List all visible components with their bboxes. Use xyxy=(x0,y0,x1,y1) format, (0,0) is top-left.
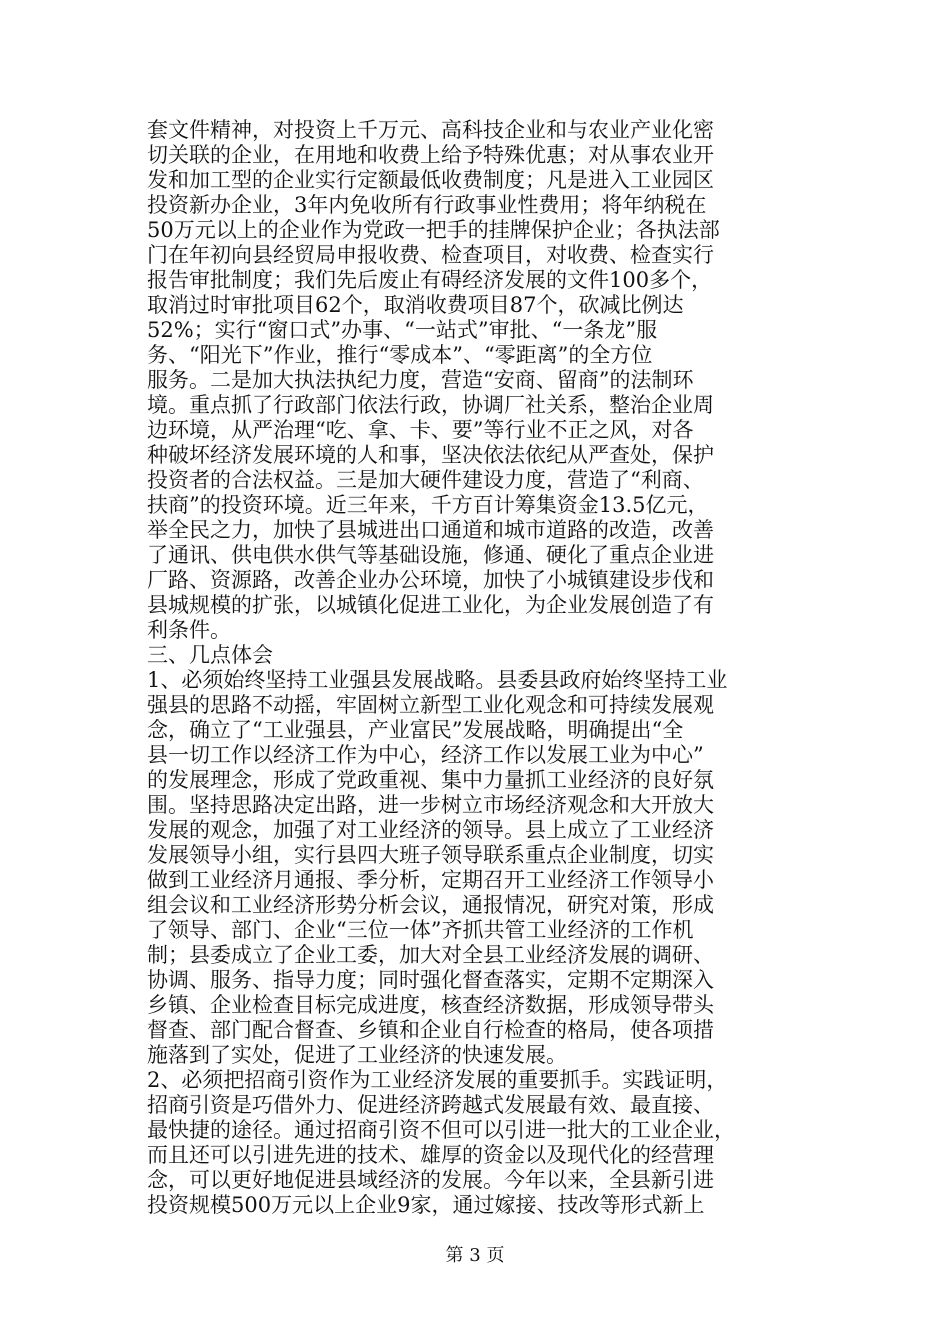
text-line: 投资新办企业，3年内免收所有行政事业性费用；将年纳税在 xyxy=(147,193,707,217)
text-line: 投资者的合法权益。三是加大硬件建设力度，营造了“利商、 xyxy=(147,468,704,492)
text-line: 发展的观念，加强了对工业经济的领导。县上成立了工业经济 xyxy=(147,818,714,842)
text-line: 县城规模的扩张，以城镇化促进工业化，为企业发展创造了有 xyxy=(147,593,714,617)
text-line: 厂路、资源路，改善企业办公环境，加快了小城镇建设步伐和 xyxy=(147,568,714,592)
text-line: 三、几点体会 xyxy=(147,643,273,667)
text-line: 围。坚持思路决定出路，进一步树立市场经济观念和大开放大 xyxy=(147,793,714,817)
text-line: 发展领导小组，实行县四大班子领导联系重点企业制度，切实 xyxy=(147,843,714,867)
text-line: 境。重点抓了行政部门依法行政，协调厂社关系，整治企业周 xyxy=(147,393,714,417)
text-line: 县一切工作以经济工作为中心，经济工作以发展工业为中心” xyxy=(147,743,704,767)
text-line: 招商引资是巧借外力、促进经济跨越式发展最有效、最直接、 xyxy=(147,1093,714,1117)
text-line: 乡镇、企业检查目标完成进度，核查经济数据，形成领导带头 xyxy=(147,993,714,1017)
text-line: 边环境，从严治理“吃、拿、卡、要”等行业不正之风，对各 xyxy=(147,418,694,442)
text-line: 报告审批制度；我们先后废止有碍经济发展的文件100多个， xyxy=(147,268,713,292)
page-number: 第 3 页 xyxy=(445,1245,505,1266)
document-body xyxy=(147,118,807,1218)
text-line: 念，确立了“工业强县，产业富民”发展战略，明确提出“全 xyxy=(147,718,684,742)
text-line: 套文件精神，对投资上千万元、高科技企业和与农业产业化密 xyxy=(147,118,714,142)
text-line: 了领导、部门、企业“三位一体”齐抓共管工业经济的工作机 xyxy=(147,918,694,942)
text-line: 督查、部门配合督查、乡镇和企业自行检查的格局，使各项措 xyxy=(147,1018,714,1042)
text-line: 举全民之力，加快了县城进出口通道和城市道路的改造，改善 xyxy=(147,518,714,542)
text-line: 门在年初向县经贸局申报收费、检查项目，对收费、检查实行 xyxy=(147,243,714,267)
text-line: 2、必须把招商引资作为工业经济发展的重要抓手。实践证明， xyxy=(147,1068,728,1092)
text-line: 的发展理念，形成了党政重视、集中力量抓工业经济的良好氛 xyxy=(147,768,714,792)
text-line: 而且还可以引进先进的技术、雄厚的资金以及现代化的经营理 xyxy=(147,1143,714,1167)
text-line: 种破坏经济发展环境的人和事，坚决依法依纪从严查处，保护 xyxy=(147,443,714,467)
text-line: 扶商”的投资环境。近三年来，千方百计筹集资金13.5亿元， xyxy=(147,493,709,517)
text-line: 发和加工型的企业实行定额最低收费制度；凡是进入工业园区 xyxy=(147,168,714,192)
text-line: 50万元以上的企业作为党政一把手的挂牌保护企业；各执法部 xyxy=(147,218,720,242)
text-line: 服务。二是加大执法执纪力度，营造“安商、留商”的法制环 xyxy=(147,368,694,392)
text-line: 施落到了实处，促进了工业经济的快速发展。 xyxy=(147,1043,567,1067)
text-line: 最快捷的途径。通过招商引资不但可以引进一批大的工业企业， xyxy=(147,1118,735,1142)
text-line: 务、“阳光下”作业，推行“零成本”、“零距离”的全方位 xyxy=(147,343,653,367)
text-line: 了通讯、供电供水供气等基础设施，修通、硬化了重点企业进 xyxy=(147,543,714,567)
text-line: 念，可以更好地促进县域经济的发展。今年以来，全县新引进 xyxy=(147,1168,714,1192)
text-line: 协调、服务、指导力度；同时强化督查落实，定期不定期深入 xyxy=(147,968,714,992)
text-line: 利条件。 xyxy=(147,618,231,642)
text-line: 1、必须始终坚持工业强县发展战略。县委县政府始终坚持工业 xyxy=(147,668,728,692)
text-line: 取消过时审批项目62个，取消收费项目87个，砍减比例达 xyxy=(147,293,684,317)
text-line: 组会议和工业经济形势分析会议，通报情况，研究对策，形成 xyxy=(147,893,714,917)
text-line: 投资规模500万元以上企业9家，通过嫁接、技改等形式新上 xyxy=(147,1193,705,1217)
text-line: 强县的思路不动摇，牢固树立新型工业化观念和可持续发展观 xyxy=(147,693,714,717)
text-line: 切关联的企业，在用地和收费上给予特殊优惠；对从事农业开 xyxy=(147,143,714,167)
text-line: 做到工业经济月通报、季分析，定期召开工业经济工作领导小 xyxy=(147,868,714,892)
text-line: 52%；实行“窗口式”办事、“一站式”审批、“一条龙”服 xyxy=(147,318,658,342)
text-line: 制；县委成立了企业工委，加大对全县工业经济发展的调研、 xyxy=(147,943,714,967)
